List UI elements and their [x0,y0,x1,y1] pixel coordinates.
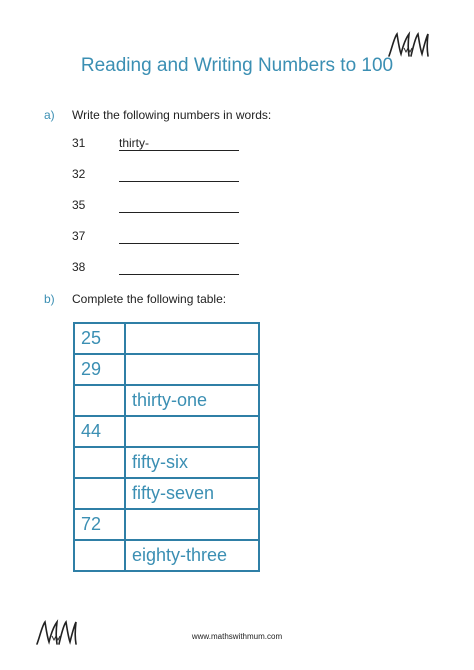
table-cell-number[interactable] [74,385,125,416]
table-cell-number[interactable] [74,540,125,571]
table-row [74,478,259,509]
table-row [74,385,259,416]
numbers-table [73,322,260,572]
table-cell-words[interactable] [125,509,259,540]
table-cell-words[interactable] [125,354,259,385]
list-item [72,229,272,260]
list-item [72,198,272,229]
table-cell-number[interactable] [74,447,125,478]
list-item-number: 38 [72,260,86,274]
page-title: Reading and Writing Numbers to 100 [80,55,394,76]
table-row [74,323,259,354]
table-cell-number[interactable]: 72 [74,509,125,540]
table-cell-words[interactable]: fifty-six [125,447,259,478]
list-item [72,167,272,198]
table-row [74,447,259,478]
table-row [74,509,259,540]
answer-line[interactable] [119,229,239,244]
list-item-number: 37 [72,229,86,243]
table-row [74,354,259,385]
list-item-number: 31 [72,136,86,150]
section-b-label: b) [44,292,55,306]
answer-line[interactable]: thirty- [119,136,239,151]
table-cell-number[interactable] [74,478,125,509]
table-cell-words[interactable]: thirty-one [125,385,259,416]
table-cell-words[interactable]: eighty-three [125,540,259,571]
table-cell-words[interactable]: fifty-seven [125,478,259,509]
table-cell-number[interactable]: 25 [74,323,125,354]
section-a-instruction: Write the following numbers in words: [72,108,272,122]
answer-line[interactable] [119,167,239,182]
answer-line[interactable] [119,198,239,213]
table-cell-number[interactable]: 29 [74,354,125,385]
number-words-list [72,136,272,291]
table-cell-words[interactable] [125,416,259,447]
table-cell-number[interactable]: 44 [74,416,125,447]
answer-line[interactable] [119,260,239,275]
table-cell-words[interactable] [125,323,259,354]
table-row [74,416,259,447]
list-item-number: 32 [72,167,86,181]
section-a-label: a) [44,108,55,122]
list-item [72,260,272,291]
section-b-instruction: Complete the following table: [72,292,227,306]
list-item [72,136,272,167]
footer-website-link[interactable]: www.mathswithmum.com [191,632,283,641]
table-row [74,540,259,571]
list-item-number: 35 [72,198,86,212]
